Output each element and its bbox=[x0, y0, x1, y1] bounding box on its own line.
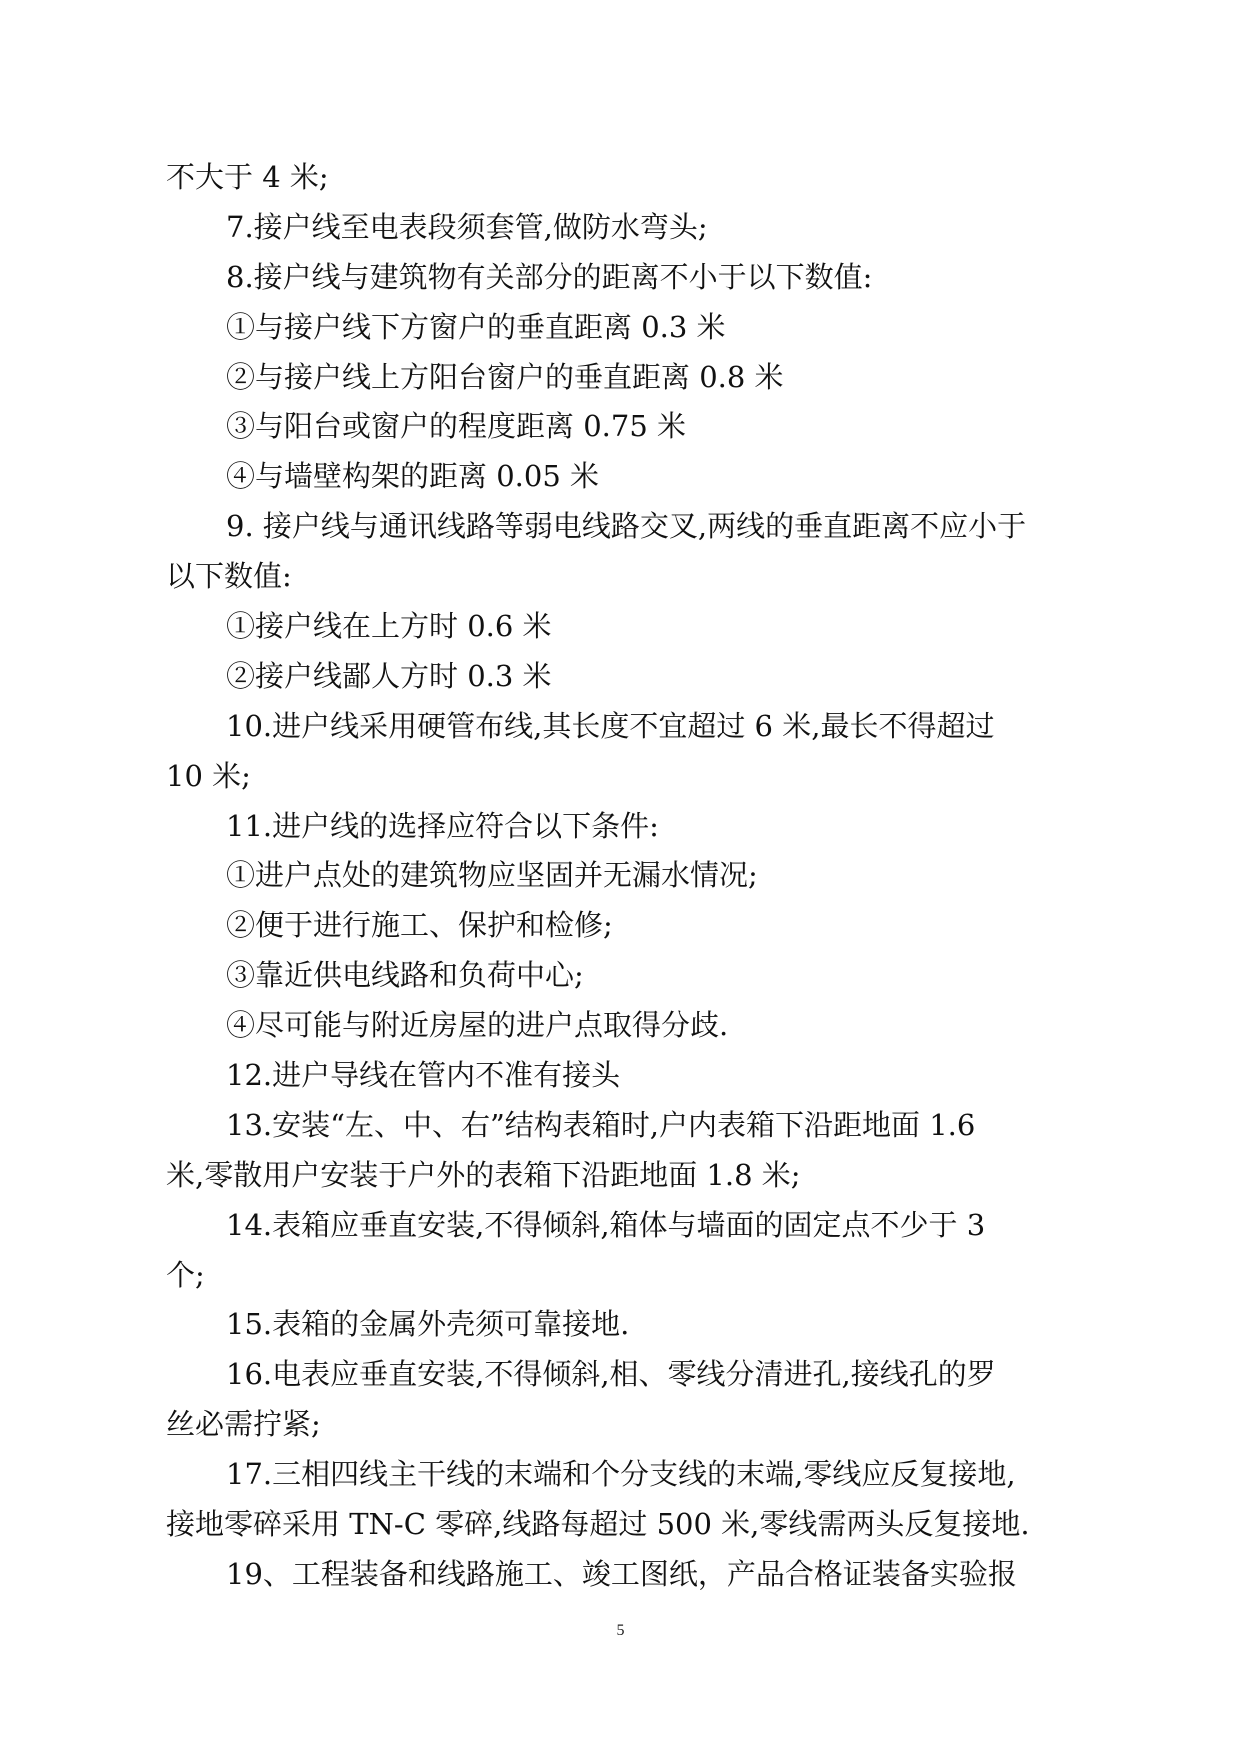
text-line: 8.接户线与建筑物有关部分的距离不小于以下数值: bbox=[226, 259, 873, 294]
text-line: ④尽可能与附近房屋的进户点取得分歧. bbox=[226, 1008, 729, 1043]
text-line: ②与接户线上方阳台窗户的垂直距离 0.8 米 bbox=[226, 359, 784, 394]
text-line: ②便于进行施工、保护和检修; bbox=[226, 908, 613, 943]
page-number: 5 bbox=[616, 1622, 625, 1639]
text-line: 13.安装“左、中、右”结构表箱时,户内表箱下沿距地面 1.6 bbox=[226, 1107, 976, 1142]
text-line: 7.接户线至电表段须套管,做防水弯头; bbox=[226, 209, 708, 244]
text-line: ④与墙壁构架的距离 0.05 米 bbox=[226, 459, 600, 494]
text-line: 10.进户线采用硬管布线,其长度不宜超过 6 米,最长不得超过 bbox=[226, 708, 995, 743]
text-line: 14.表箱应垂直安装,不得倾斜,箱体与墙面的固定点不少于 3 bbox=[226, 1207, 986, 1242]
text-line: 以下数值: bbox=[166, 559, 292, 594]
text-line: 10 米; bbox=[166, 758, 251, 793]
text-line: ①接户线在上方时 0.6 米 bbox=[226, 609, 552, 644]
text-line: 15.表箱的金属外壳须可靠接地. bbox=[226, 1307, 630, 1342]
text-line: 丝必需拧紧; bbox=[166, 1407, 321, 1442]
text-line: ①与接户线下方窗户的垂直距离 0.3 米 bbox=[226, 309, 726, 344]
text-line: 9. 接户线与通讯线路等弱电线路交叉,两线的垂直距离不应小于 bbox=[226, 509, 1027, 544]
text-line: 12.进户导线在管内不准有接头 bbox=[226, 1058, 621, 1093]
text-line: 个; bbox=[166, 1257, 205, 1292]
text-line: 不大于 4 米; bbox=[166, 160, 329, 194]
text-line: 接地零碎采用 TN-C 零碎,线路每超过 500 米,零线需两头反复接地. bbox=[166, 1507, 1030, 1542]
text-line: ②接户线鄙人方时 0.3 米 bbox=[226, 658, 552, 693]
text-line: 米,零散用户安装于户外的表箱下沿距地面 1.8 米; bbox=[166, 1157, 801, 1192]
body-text bbox=[166, 153, 1086, 1600]
text-line: ③靠近供电线路和负荷中心; bbox=[226, 958, 584, 993]
text-line: 11.进户线的选择应符合以下条件: bbox=[226, 808, 659, 843]
text-line: ①进户点处的建筑物应坚固并无漏水情况; bbox=[226, 858, 758, 893]
text-line: 17.三相四线主干线的末端和个分支线的末端,零线应反复接地, bbox=[226, 1457, 1016, 1492]
text-line: 19、工程装备和线路施工、竣工图纸，产品合格证装备实验报 bbox=[226, 1556, 1017, 1591]
text-line: ③与阳台或窗户的程度距离 0.75 米 bbox=[226, 409, 687, 444]
text-line: 16.电表应垂直安装,不得倾斜,相、零线分清进孔,接线孔的罗 bbox=[226, 1357, 996, 1392]
